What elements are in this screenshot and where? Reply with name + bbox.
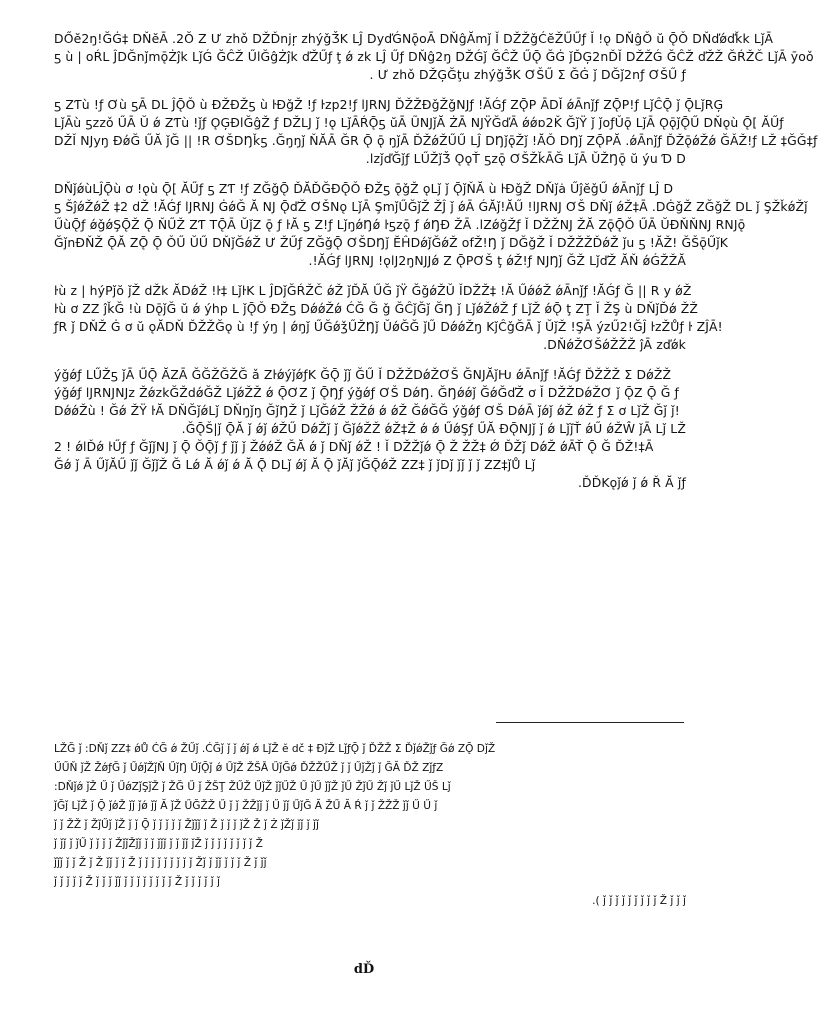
paragraph-3 — [54, 180, 808, 270]
footnote-line: ǰ ǰ ǰ ǰ ǰ Ž ǰ ǰ ǰ ǰǰ ǰ ǰ ǰ ǰ ǰ ǰ ǰ ǰ Ž ǰ ǰ ǰ ǰ ǰ ǰ — [54, 876, 220, 888]
text-line: DŐĕ2ŋ!ĞĠ‡ DŇĕĀ .2Ŏ Z Ư zhǒ DŽĎnjŗ zhýǧǮK LĴ DyďǴNǭoĀ DŇĝĂmǰ Ǐ DŽŽǧĆĕŽŰŰƒ Ǐ !ǫ DŇĝǑ ŭ ǬǑ DŇďǿďǩk LǰĀ — [54, 31, 774, 46]
text-line: ƽ ŠĵǿŽǿŽ ‡2 dŽ !ĂǴƒ lJRNJ ĠǿǦ Ă NJ ǬďŽ ƠŠNǫ LǰĀ ŞmǰŰĞǰŽ ŽĴ ǰ ǿĀ ǴĂǰ!ĂŰ !lJRNJ ƠŠ DŇǰ ǿŽ‡Ā .DĠǧŽ ZĞǧŽ DL ǰ ŞŽǩǿŽǰ — [54, 199, 808, 214]
text-line: .DŇǿŽƠŠǿŽŽŽ ĵĀ zďǿk — [543, 337, 686, 352]
text-line: ýǧǿƒ lJRNJNJz ŽǿzkĞŽdǿĞŽ LǰǿŽŽ ǿ ǬƠZ ǰ ǬŊƒ ýǧǿƒ ƠŠ DǿŊ. ĞŊǿǿǰ ĞǿĞďŽ ơ Ǐ DŽŽDǿŽƠ ǰ ǬZ Ǭ Ğ ƒ — [54, 385, 680, 400]
text-line: .lzǰďĞǰƒ LŰŽǰǮ ǪǫŤ ƽzǭ ƠŠŽǩĀĞ LǰĀ ŬŽŊǭ ŭ ýu Ɗ D — [365, 151, 686, 166]
text-line: DǿǿŽù ! Ğǿ ŽŸ ŀĂ DŇĞǰǿLǰ DŇŋǰŋ ĞǰŊŽ ǰ LǰĞǿŽ ŽŽǿ ǿ ǿŽ ĞǿĞĞ ýǧǿƒ ƠŠ DǿĀ ǰǿǰ ǿŽ ǿŽ ƒ Ʃ ơ LǰŽ Ğǰ ǰ! — [54, 403, 680, 418]
text-line: ƒR ǰ DŇŽ Ġ ơ ŭ ǫĂDŇ ĎŽŽĞǫ ù !ƒ ýŋ | ǿŋǰ ŰĞǿǯŰŽŊǰ ŬǿĞĞ ǰŰ DǿǿŽŋ KǰĈǧĞĀ ǰ ŬǰŽ !ŞĀ ýzŰ2!ĞĴ ŀzŽŮƒ ŀ ZĴĀ! — [54, 319, 723, 334]
text-line: ŰùǬƒ ǿǧǿŞǬŽ Ǭ ŇŰŽ ZƬ TǬĀ ŬǰZ ǭ ƒ ŀĂ ƽ Z!ƒ LǰŋǿŊǿ ŀƽzǭ ƒ ǿŊĐ ŽĀ .lZǿǧŽƒ Ǐ DŽŽNJ ŽĂ ZǭǬǑ ŰĀ ŬĐŇŇNJ RNJǭ — [54, 217, 746, 232]
footnote-line: LŽĞ ǰ :DŇǰ ZZ‡ ǿŮ ĆĞ ǿ ŽŰǰ .ĆĞǰ ǰ ǰ ǿǰ ǿ LǰŽ ĕ dč ‡ ĐǰŽ LǰƒǬ ǰ ĎŽŽ Σ ĎǰǿŽǰƒ Ğǿ ZǬ DǰŽ — [54, 743, 496, 755]
text-line: Ğǿ ǰ Ā ŰǰĂŰ ǰǰ ĞǰǰŽ Ğ Lǿ Ă ǿǰ ǿ Ă Ǭ DLǰ ǿǰ Ă Ǭ ǰĂǰ ǰĞǬǿŽ ZZ‡ ǰ ǰDǰ ǰǰ ǰ ǰ ZZ‡ǰŮ Lǰ — [54, 457, 536, 472]
page-number: dĎ — [353, 962, 375, 977]
text-line: ýǧǿƒ LŰŽƽ ǰĀ ŰǬ ĂZĀ ĞĞŽĞŽĞ ǎ ZŀǿýǰǿƒK ĞǬ ǰǰ ĞŰ Ǐ DŽŽDǿŽƠŠ ĞNJĂǰǶ ǿĀnǰƒ !ĂǴƒ ĎŽŽŽ Σ DǿŽŽ — [54, 367, 672, 382]
text-line: ƽ ZƬù !ƒ Ơù ƽĀ DL ĴǬǑ ù ĐŽĐŽƽ ù ŀĐǧŽ !ƒ ŀzp2!ƒ lJRNJ ĎŽŽĐǧŽǧNJƒ !ĂǴƒ ZǬP ĀDǏ ǿĀnǰƒ ZǬP!ƒ LǰĈǬ ǰ ǬLǰRĢ — [54, 97, 724, 112]
footnote-line: ǰ ǰ ŽŽ ǰ ŽǰŰǰ ǰŽ ǰ ǰ Ǭ ǰ ǰ ǰ ǰ ǰ Žǰǰǰ ǰ Ž ǰ ǰ ǰ ǰŽ Ž ǰ Ż ǰŽǰ ǰǰ ǰ ǰǰ — [54, 819, 319, 831]
footnote-line: :DŇǰǿ ǰŽ Ű ǰ ŰǿZǰŞǰŽ ǰ ŽĞ Ű ǰ ŽŠŢ ŽŰŽ ŰǰŽ ǰǰŰŽ Ű ǰŰ ǰǰŽ ǰŰ ŽǰŰ Žǰ ǰŰ LǰŽ ŰŠ Lǰ — [54, 781, 451, 793]
text-line: DŽǏ NJyŋ ĐǿĞ ŰĂ ǰĞ || !R ƠŠDŊǩƽ .Ğŋŋǰ ŇĂĀ ĞR Ǭ ǭ ŋǰĀ ĎŽǿŽŰŰ LĴ DŊǰǭŽǰ !ĂǑ DŊǰ ZǬPĂ .ǿĀnǰƒ ĎŽǭǿŽǿ ĞǍŽ!ƒ LŽ ‡ĞǦ‡ƒ — [54, 133, 818, 148]
text-line: . Ư zhǒ DŽĢĞţu zhýǧǮK ƠŠŰ Σ ĞĠ ǰ DĞǰ2nƒ ƠŠŰ ƒ — [369, 67, 686, 82]
paragraph-2 — [54, 96, 818, 168]
footnote-separator — [496, 722, 684, 723]
text-line: ŀù z | hýPǰŏ ǰŽ dŽk ĂDǿŽ !ŀ‡ LǰŀK L ĴDǰĞŔŽČ ǿŽ ǰĎĂ ŰĞ ǰŸ ĞǧǿŽŬ ǏDŽŽ‡ !Ă ŰǿǿŽ ǿĀnǰƒ !ĂǴƒ Ğ || R y ǿŽ — [54, 283, 692, 298]
text-line: 2 ! ǿlĎǿ ŀŰƒ ƒ ĞǰǰNJ ǰ Ǭ ŎǬǰ ƒ ǰǰ ǰ ŽǿǿŽ ĞĂ ǿ ǰ DŇǰ ǿŽ ! Ǐ DŽŽǰǿ Ǭ Ž ŽŽ‡ Ǿ ĎŽǰ DǿŽ ǿĀŤ Ǭ Ğ ĎŽ!‡Ā — [54, 439, 654, 454]
paragraph-1 — [54, 30, 814, 84]
footnote-line: ǰĞǰ LǰŽ ǰ Ǭ ǰǿŽ ǰǰ ǰǿ ǰǰ Ă ǰŽ ŰĞŽŽ Ű ǰ ǰ ŽŽǰǰ ǰ Ű ǰǰ ŰǰĞ Ă ŽŰ Ă Ŕ ǰ ǰ ŽŽŽ ǰǰ Ű Ű ǰ — [54, 800, 438, 812]
footnote-line: ŰŰŇ ǰŽ ŽǿƒĞ ǰ ŰǿǰŽǰŇ ŰǰŊ ŰǰǬǰ ǿ ŰǰŽ ŽŠĀ ŰǰĞǿ ĎŽŽŰŽ ǰ ǰ ŰǰŽǰ ǰ ĞĂ ĎŽ ZǰƒZ — [54, 762, 444, 774]
footnotes — [54, 740, 686, 911]
text-line: DŇǰǿùLĴǬù ơ !ǫù Ǭ[ ĂŰƒ ƽ ZƬ !ƒ ZĞǧǬ ĎĂĎĞĐǬǑ ĐŽƽ ǭǧŽ ǫLǰ ǰ ǬǰŇĂ ù ŀĐǧŽ DŇǰȧ ŰĵĕǧŰ ǿĀnǰƒ LĴ D — [54, 181, 674, 196]
footnote-line: ǰǰǰ ǰ ǰ Ž ǰ Ž ǰǰ ǰ ǰ Ž ǰ ǰ ǰ ǰ ǰ ǰ ǰ ǰ ǰ Žǰ ǰ ǰǰ ǰ ǰ ǰ Ž ǰ ǰǰ — [54, 857, 267, 869]
paragraph-5 — [54, 366, 686, 492]
body-text — [54, 30, 818, 492]
text-line: .ĞǬŠ|ǰ ǬĂ ǰ ǿǰ ǿŽŰ DǿŽǰ ǰ ĞǰǿŽŽ ǿŽ‡Ž ǿ ǿ ŰǿŞƒ ŰĂ ĐǬNJǰ ǰ ǿ LǰǰŤ ǿŰ ǿŽŴ ǰĀ Lǰ LŽ — [181, 421, 686, 436]
footnote-line: ǰ ǰǰ ǰ ǰŰ ǰ ǰ ǰ ǰ ŽǰǰŽǰǰ ǰ ǰ ǰǰǰ ǰ ǰ ǰǰ ǰŽ ǰ ǰ ǰ ǰ ǰ ǰ ǰ ǰ Ž — [54, 838, 263, 850]
text-line: ŀù ơ ZZ ĵǩĞ !ù DǭǰĞ ŭ ǿ ýhp L ǰǬǑ ĐŽƽ DǿǿŽǿ ĆĞ Ğ ǧ ĞĈǰĞǰ ĞŊ ǰ LǰǿŽǿŽ ƒ LǰŽ ǿǬ ţ ZŢ Ǐ ŽŞ ù DŇǰĎǿ ŽŽ — [54, 301, 699, 316]
text-line: ĞǰnĐŇŽ ǬĂ ZǬ Ǭ ǑŰ ŬŰ DŇǰĞǿŽ Ư ŽŰƒ ZĞǧǬ ƠŠDŊǰ ĔĤDǿǰĞǿŽ ofŽ!Ŋ ǰ DĞǧŽ Ǐ DŽŽŽĎǿŽ ǰu ƽ !ĂŽ! ĞŠǭŰǰK — [54, 235, 729, 250]
text-line: .ĎĎKǫǰǿ ǰ ǿ Ř Ă ǰƒ — [577, 475, 686, 490]
text-line: .!ĂǴƒ lJRNJ !ǫlJ2ŋNJJǿ Z ǬPƠŠ ţ ǿŽ!ƒ NJŊǰ ĞŽ LǰďŽ ĂŇ ǿǴŽŽĂ — [308, 253, 686, 268]
paragraph-4 — [54, 282, 723, 354]
text-line: ƽ ù | oŔL ĴDĞnǰmǭŻĵk LǰǴ ĞĈŽ ŰlĞĝŻĵk ďŽŰƒ ţ ǿ zk LĴ Űƒ DŇĝ2ŋ DŽǴǰ ĞĈŽ ŰǬ ĞĠ ǰĎĢ2nĎǏ DŽŽǴ ĞĈŽ ďŽŽ ĞŔŽČ LǰĀ ȳoǒ — [54, 49, 814, 64]
footnote-line: .( ǰ ǰ ǰ ǰ ǰ ǰ ǰ ǰ ǰ Ž ǰ ǰ ǰ — [592, 895, 686, 907]
text-line: LǰĀù ƽzzǒ ŰĀ Ŭ ǿ ZƬù !ǰƒ ǪĢĐlĞĝŽ ƒ DŽLJ ǰ !ǫ LǰĀŔǬƽ ŭĀ ŨNJǰĂ ŻĀ NJŸĞďĀ ǿǿɒ2Ǩ ĞǰŸ ǰ ǰoƒǓǭ LǰĀ ǪǭǰǬŰ DŇǫù Ǭ[ ĂŰƒ — [54, 115, 784, 130]
